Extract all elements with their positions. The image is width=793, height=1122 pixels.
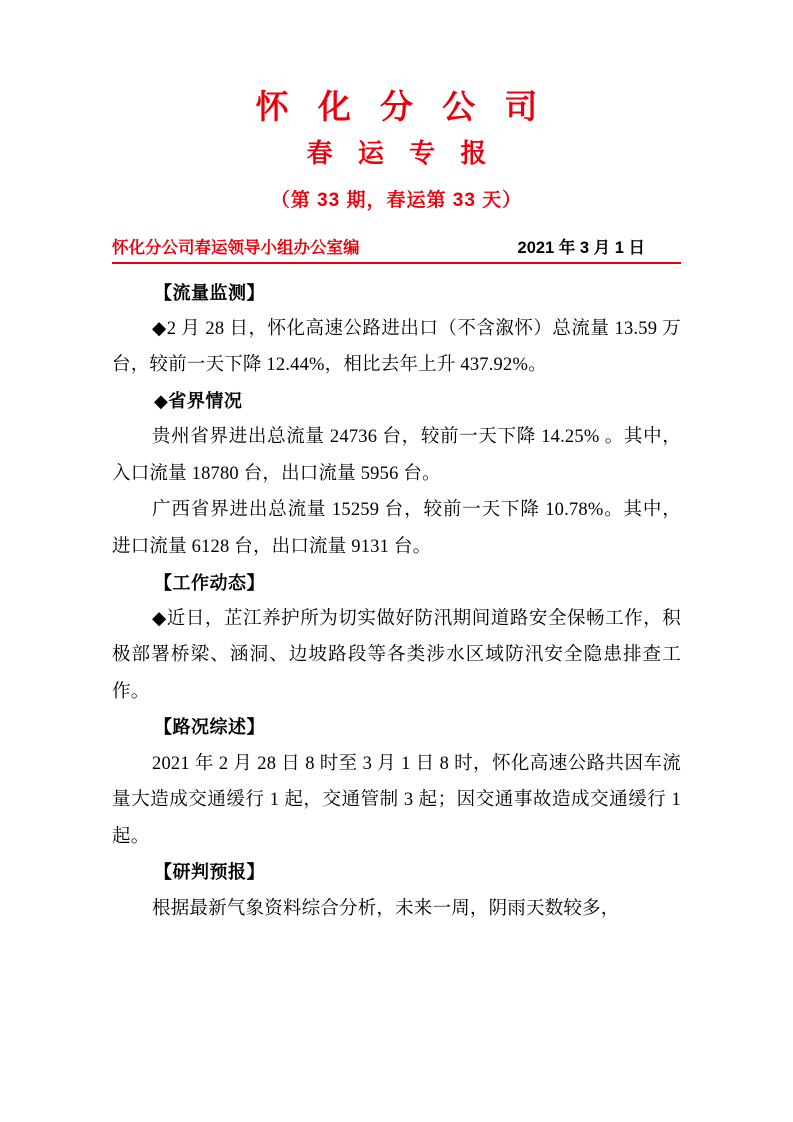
document-date: 2021 年 3 月 1 日: [517, 238, 645, 257]
section-paragraph: 2021 年 2 月 28 日 8 时至 3 月 1 日 8 时，怀化高速公路共因车流量大造成交通缓行 1 起，交通管制 3 起；因交通事故造成交通缓行 1 起。: [112, 753, 681, 847]
document-title: 怀 化 分 公 司: [255, 88, 548, 125]
section-heading: 【研判预报】: [154, 862, 265, 883]
document-subtitle: 春 运 专 报: [306, 137, 496, 168]
section-paragraph: 根据最新气象资料综合分析，未来一周，阴雨天数较多，: [152, 898, 620, 919]
document-issue-number: （第 33 期，春运第 33 天）: [270, 189, 523, 211]
section-heading: 【路况综述】: [154, 717, 265, 738]
document-body: [112, 276, 681, 928]
document-editor: 怀化分公司春运领导小组办公室编: [112, 238, 360, 257]
section-road-conditions: [112, 710, 681, 855]
section-traffic-monitoring: [112, 276, 681, 384]
document-meta-row: [112, 234, 681, 264]
section-work-updates: [112, 566, 681, 711]
section-paragraph: 贵州省界进出总流量 24736 台，较前一天下降 14.25% 。其中，入口流量 18780 台，出口流量 5956 台。: [112, 427, 681, 484]
section-heading: 【流量监测】: [154, 282, 265, 303]
section-paragraph: 广西省界进出总流量 15259 台，较前一天下降 10.78%。其中，进口流量 6128 台，出口流量 9131 台。: [112, 500, 681, 557]
top-spacer: [112, 0, 681, 86]
section-heading: 【工作动态】: [154, 572, 265, 593]
section-paragraph: ◆近日，芷江养护所为切实做好防汛期间道路安全保畅工作，积极部署桥梁、涵洞、边坡路段等各类涉水区域防汛安全隐患排查工作。: [112, 608, 681, 702]
section-heading: ◆省界情况: [154, 390, 243, 411]
section-forecast: [112, 855, 681, 927]
section-paragraph: ◆2 月 28 日，怀化高速公路进出口（不含溆怀）总流量 13.59 万台，较前一天下降 12.44%，相比去年上升 437.92%。: [112, 318, 681, 376]
section-provincial-border: [112, 384, 681, 566]
